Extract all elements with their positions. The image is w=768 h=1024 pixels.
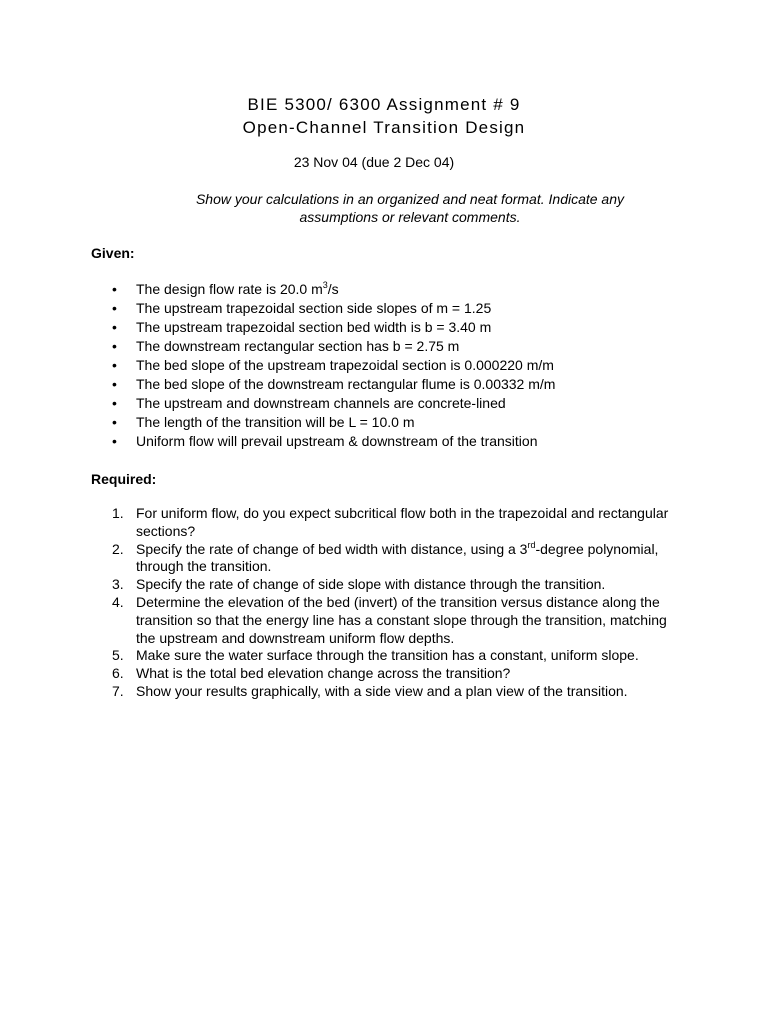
list-item: 6. What is the total bed elevation change across the transition? (112, 665, 511, 682)
list-item: • The bed slope of the downstream rectangular flume is 0.00332 m/m (112, 376, 556, 392)
list-item: • The downstream rectangular section has b = 2.75 m (112, 338, 460, 354)
item-number: 4. (112, 593, 124, 610)
bullet-icon: • (112, 433, 117, 449)
list-item: 1. For uniform flow, do you expect subcritical flow both in the trapezoidal and rectangular sections? (112, 505, 669, 539)
list-item: • The upstream trapezoidal section side slopes of m = 1.25 (112, 300, 492, 316)
list-item: 4. Determine the elevation of the bed (invert) of the transition versus distance along the transition so that the energy line has a constant slope through the transition, matching the upstream and downstream uniform flow depths. (112, 593, 667, 646)
instructions: Show your calculations in an organized and neat format. Indicate any assumptions or relevant comments. (195, 191, 625, 225)
given-heading: Given: (91, 245, 135, 261)
item-number: 3. (112, 576, 124, 593)
given-list (0, 280, 555, 451)
page-title: BIE 5300/ 6300 Assignment # 9 (247, 95, 521, 114)
required-heading: Required: (91, 471, 157, 487)
list-item: 7. Show your results graphically, with a side view and a plan view of the transition. (112, 682, 628, 699)
item-number: 6. (112, 665, 124, 682)
list-item: • The upstream and downstream channels are concrete-lined (112, 395, 506, 411)
assignment-date: 23 Nov 04 (due 2 Dec 04) (293, 154, 455, 170)
list-item: 5. Make sure the water surface through the transition has a constant, uniform slope. (112, 647, 639, 664)
list-item: • The length of the transition will be L = 10.0 m (112, 414, 415, 430)
list-item: 2. Specify the rate of change of bed width with distance, using a 3rd-degree polynomial, through the transition. (112, 539, 659, 575)
list-item: 3. Specify the rate of change of side slope with distance through the transition. (112, 576, 606, 593)
bullet-icon: • (112, 357, 117, 373)
list-item: • The bed slope of the upstream trapezoidal section is 0.000220 m/m (112, 357, 554, 373)
bullet-icon: • (112, 338, 117, 354)
item-number: 2. (112, 540, 124, 557)
list-item: • The design flow rate is 20.0 $m^3/s$ (112, 280, 339, 297)
list-item: • Uniform flow will prevail upstream & downstream of the transition (112, 433, 538, 449)
page-subtitle: Open-Channel Transition Design (242, 118, 526, 137)
required-list (0, 505, 676, 701)
item-number: 1. (112, 505, 124, 521)
bullet-icon: • (112, 376, 117, 392)
item-number: 5. (112, 647, 124, 664)
bullet-icon: • (112, 414, 117, 430)
bullet-icon: • (112, 319, 117, 335)
bullet-icon: • (112, 395, 117, 411)
bullet-icon: • (112, 300, 117, 316)
bullet-icon: • (112, 281, 117, 297)
item-number: 7. (112, 682, 124, 699)
list-item: • The upstream trapezoidal section bed width is b = 3.40 m (112, 319, 492, 335)
